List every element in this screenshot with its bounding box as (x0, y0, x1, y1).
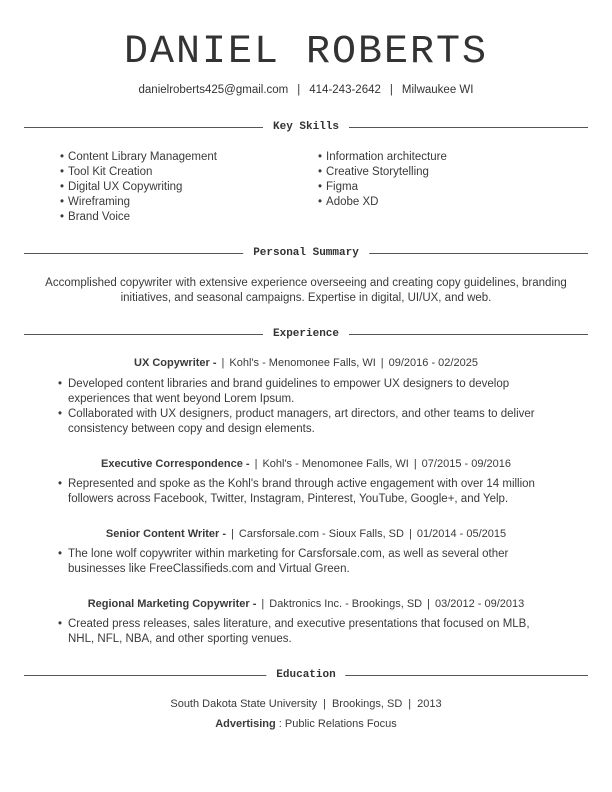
contact-line (0, 84, 612, 96)
section-title: Education (266, 668, 345, 682)
job-header (0, 458, 612, 470)
education-line (0, 698, 612, 710)
job-bullets (58, 617, 558, 647)
skill-item: • Digital UX Copywriting (60, 180, 217, 195)
job-header (0, 357, 612, 369)
job-company: Daktronics Inc. - Brookings, SD (269, 598, 423, 610)
job-role: UX Copywriter - (134, 357, 217, 369)
job-header (0, 528, 612, 540)
job-dates: 03/2012 - 09/2013 (434, 598, 525, 610)
skills-list-right (318, 150, 447, 210)
skill-item: • Wireframing (60, 195, 217, 210)
job-role: Senior Content Writer - (105, 528, 227, 540)
degree-focus: : Public Relations Focus (278, 718, 397, 730)
school-name: South Dakota State University (170, 698, 318, 710)
job-role: Executive Correspondence - (101, 458, 250, 470)
job-header (0, 598, 612, 610)
contact-separator: | (389, 84, 393, 96)
skill-item: • Content Library Management (60, 150, 217, 165)
phone-text: 414-243-2642 (309, 84, 381, 96)
location-text: Milwaukee WI (401, 84, 474, 96)
job-separator: | (231, 528, 234, 540)
section-header-summary (24, 246, 588, 260)
section-title: Key Skills (263, 120, 349, 134)
job-bullets (58, 377, 558, 437)
skill-item: • Tool Kit Creation (60, 165, 217, 180)
section-title: Personal Summary (243, 246, 369, 260)
job-bullet: • Collaborated with UX designers, product managers, art directors, and other teams to deliver consistency between copy and design elements. (58, 407, 558, 437)
degree-line (0, 718, 612, 730)
job-company: Kohl's - Menomonee Falls, WI (262, 458, 409, 470)
job-bullets (58, 477, 558, 507)
job-separator: | (221, 357, 225, 369)
job-bullets (58, 547, 558, 577)
job-dates: 01/2014 - 05/2015 (416, 528, 507, 540)
contact-separator: | (297, 84, 301, 96)
job-company: Kohl's - Menomonee Falls, WI (229, 357, 376, 369)
job-separator: | (261, 598, 265, 610)
resume-name: DANIEL ROBERTS (123, 30, 489, 75)
job-company: Carsforsale.com - Sioux Falls, SD (238, 528, 404, 540)
job-dates: 09/2016 - 02/2025 (388, 357, 478, 369)
edu-separator: | (323, 698, 326, 710)
section-title: Experience (263, 327, 349, 341)
section-header-skills (24, 120, 588, 134)
skills-list-left (60, 150, 217, 225)
skill-item: • Creative Storytelling (318, 165, 447, 180)
degree-name: Advertising (215, 718, 276, 730)
job-bullet: • Created press releases, sales literature, and executive presentations that focused on MLB, NHL, NFL, NBA, and other sporting venues. (58, 617, 558, 647)
job-bullet: • Developed content libraries and brand guidelines to empower UX designers to develop experiences that went beyond Lorem Ipsum. (58, 377, 558, 407)
job-role: Regional Marketing Copywriter - (87, 598, 257, 610)
section-header-experience (24, 327, 588, 341)
job-bullet: • The lone wolf copywriter within marketing for Carsforsale.com, as well as several other businesses like FreeClassifieds.com and Virtual Green. (58, 547, 558, 577)
job-separator: | (380, 357, 384, 369)
school-location: Brookings, SD (331, 698, 403, 710)
job-separator: | (427, 598, 430, 610)
job-separator: | (254, 458, 258, 470)
job-dates: 07/2015 - 09/2016 (421, 458, 511, 470)
skill-item: • Brand Voice (60, 210, 217, 225)
skill-item: • Information architecture (318, 150, 447, 165)
graduation-year: 2013 (417, 698, 442, 710)
section-header-education (24, 668, 588, 682)
skill-item: • Adobe XD (318, 195, 447, 210)
job-separator: | (408, 528, 412, 540)
summary-text: Accomplished copywriter with extensive experience overseeing and creating copy guidelines, branding initiatives, and seasonal campaigns. Expertise in digital, UI/UX, and web. (45, 277, 567, 304)
skill-item: • Figma (318, 180, 447, 195)
job-separator: | (413, 458, 417, 470)
job-bullet: • Represented and spoke as the Kohl's brand through active engagement with over 14 million followers across Facebook, Twitter, Instagram, Pinterest, YouTube, Google+, and Yelp. (58, 477, 558, 507)
email-text: danielroberts425@gmail.com (138, 84, 289, 96)
edu-separator: | (408, 698, 412, 710)
